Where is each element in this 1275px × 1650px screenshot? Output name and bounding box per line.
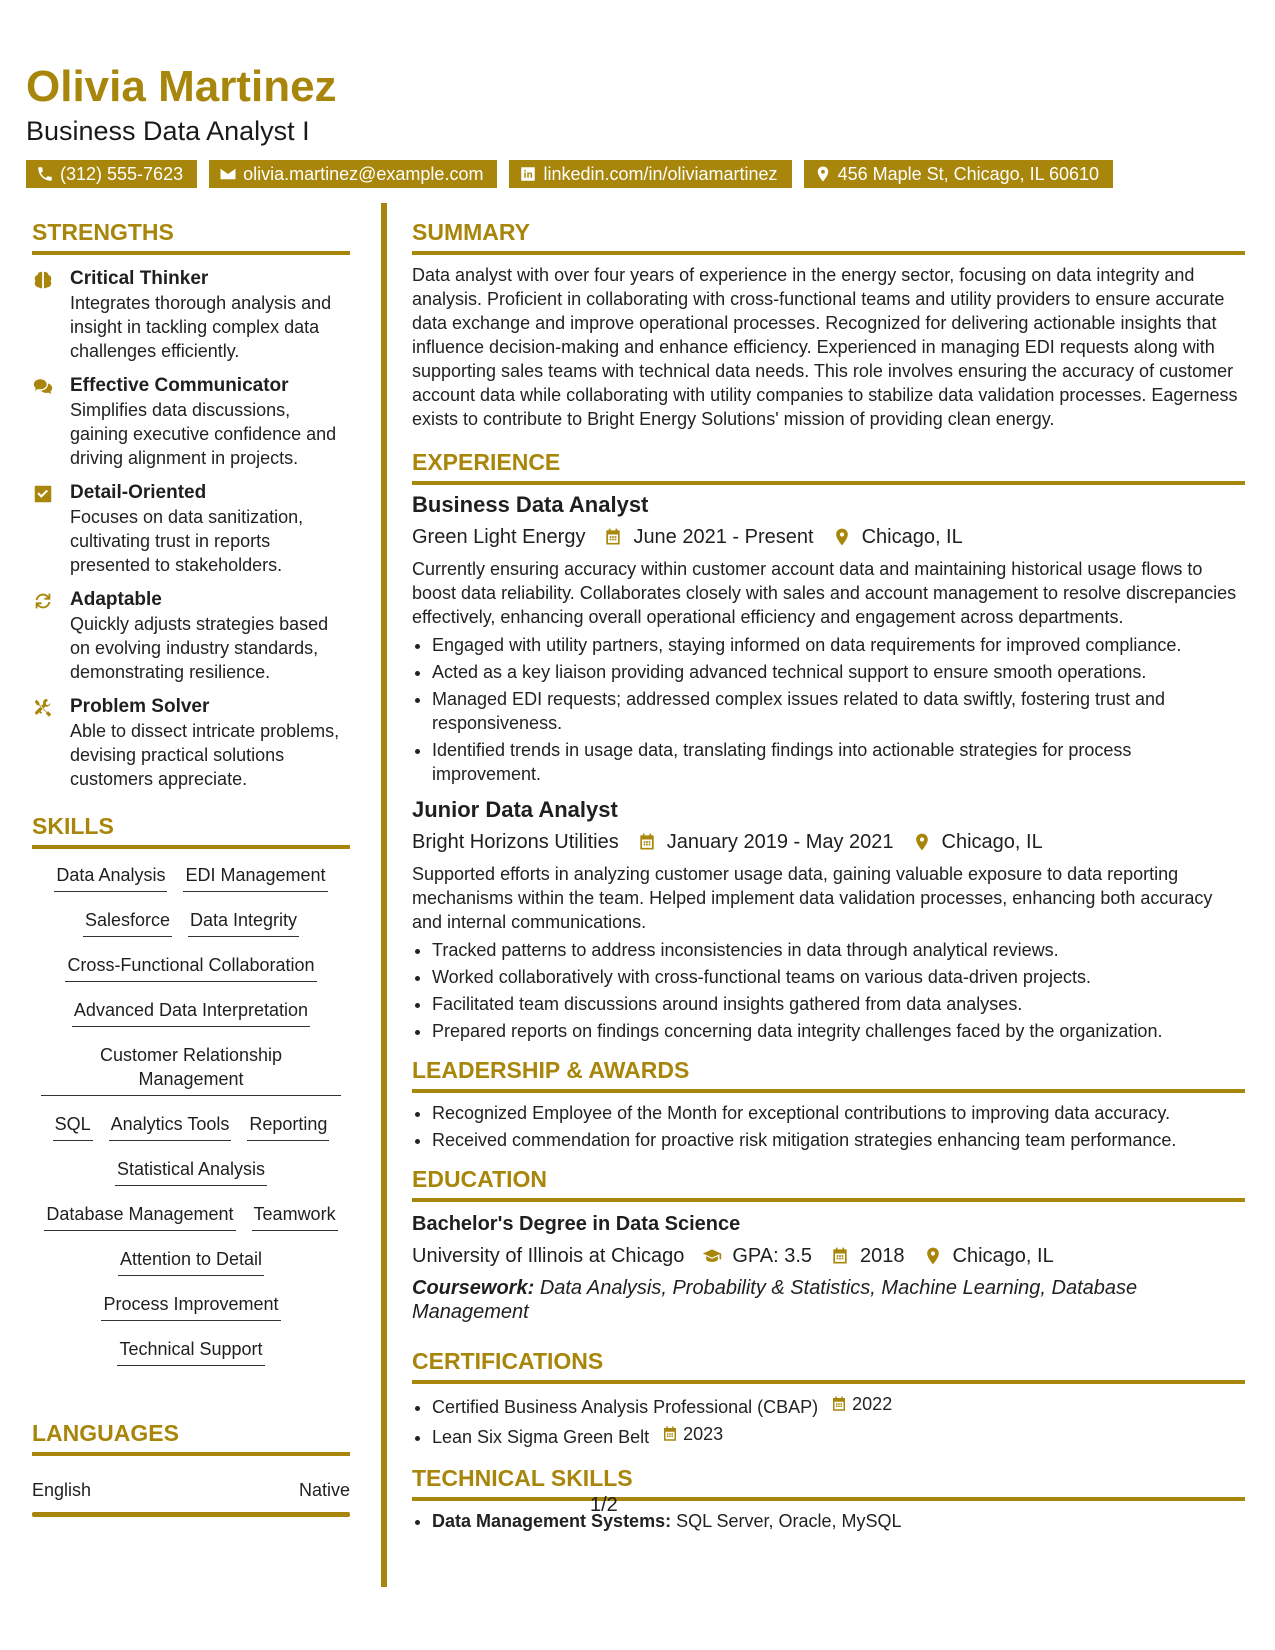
experience-section: [412, 447, 1245, 1043]
skill-tag: SQL: [53, 1112, 93, 1141]
skill-tag: EDI Management: [183, 863, 327, 892]
skill-tag: Technical Support: [117, 1337, 264, 1366]
strength-desc: Simplifies data discussions, gaining executive confidence and driving alignment in projects.: [70, 400, 337, 468]
contact-phone-text: (312) 555-7623: [60, 164, 184, 184]
job-bullet: • Acted as a key liaison providing advanced technical support to ensure smooth operations.: [432, 660, 1245, 684]
language-level-bar: [32, 1512, 350, 1517]
contact-linkedin[interactable]: [509, 160, 791, 188]
job-bullet: • Identified trends in usage data, translating findings into actionable strategies for process improvement.: [432, 738, 1245, 786]
education-meta: [412, 1242, 1245, 1270]
strengths-heading: STRENGTHS: [32, 219, 174, 245]
section-rule: [412, 251, 1245, 255]
job-bullets: [412, 633, 1245, 786]
skill-tag: Reporting: [247, 1112, 329, 1141]
phone-icon: [36, 165, 54, 183]
map-pin-icon: [912, 832, 932, 852]
certifications-heading: CERTIFICATIONS: [412, 1348, 604, 1374]
summary-section: [412, 217, 1245, 431]
job-bullets: [412, 938, 1245, 1043]
job-dates: January 2019 - May 2021: [666, 831, 894, 853]
certifications-list: [412, 1392, 1245, 1449]
job-location: Chicago, IL: [861, 526, 963, 548]
section-rule: [412, 481, 1245, 485]
technical-skills-heading: TECHNICAL SKILLS: [412, 1465, 633, 1491]
strength-title: Problem Solver: [70, 696, 210, 717]
resume-header: [26, 60, 1246, 188]
job-bullet: • Prepared reports on findings concerning data integrity challenges faced by the organization.: [432, 1019, 1245, 1043]
contact-bar: [26, 160, 1246, 188]
job-bullet: • Facilitated team discussions around insights gathered from data analyses.: [432, 992, 1245, 1016]
technical-skill-item: [432, 1509, 1245, 1533]
job-company: Bright Horizons Utilities: [412, 831, 619, 853]
education-section: [412, 1164, 1245, 1324]
candidate-name: Olivia Martinez: [26, 62, 337, 111]
contact-address[interactable]: [804, 160, 1114, 188]
job-description: Supported efforts in analyzing customer usage data, gaining valuable exposure to data reporting mechanisms within the team. Helped implement data validation processes, enhancing both accuracy and internal communications.: [412, 864, 1213, 932]
languages-heading: LANGUAGES: [32, 1420, 179, 1446]
section-rule: [412, 1198, 1245, 1202]
certification-name: Lean Six Sigma Green Belt: [432, 1427, 650, 1447]
certification-year: 2023: [683, 1424, 724, 1444]
skill-tag: Cross-Functional Collaboration: [65, 953, 316, 982]
page-number: 1/2: [590, 1494, 618, 1516]
strength-item: [32, 481, 350, 577]
section-rule: [32, 845, 350, 849]
strength-item: [32, 374, 350, 470]
summary-text: Data analyst with over four years of experience in the energy sector, focusing on data integrity and analysis. Proficient in collaborating with cross-functional teams and utility providers to ensure accurate data exchange and improve operational processes. Recognized for delivering actionable insights that influence decision-making and enhance efficiency. Experienced in managing EDI requests along with supporting sales teams with technical data needs. This role involves ensuring the accuracy of customer account data while collaborating with utility companies to stabilize data validation processes. Eagerness exists to contribute to Bright Energy Solutions' mission of providing clean energy.: [412, 265, 1238, 429]
section-rule: [412, 1380, 1245, 1384]
summary-heading: SUMMARY: [412, 219, 530, 245]
envelope-icon: [219, 165, 237, 183]
skill-tag: Statistical Analysis: [115, 1157, 267, 1186]
skill-tag: Salesforce: [83, 908, 172, 937]
school-name: University of Illinois at Chicago: [412, 1245, 685, 1267]
leadership-heading: LEADERSHIP & AWARDS: [412, 1057, 690, 1083]
section-rule: [32, 251, 350, 255]
job-meta: [412, 828, 1245, 856]
brain-icon: [32, 269, 54, 291]
map-pin-icon: [832, 527, 852, 547]
technical-skills-section: [412, 1463, 1245, 1533]
language-name: English: [32, 1480, 92, 1500]
school-location: Chicago, IL: [952, 1245, 1054, 1267]
certification-name: Certified Business Analysis Professional (CBAP): [432, 1397, 819, 1417]
contact-linkedin-text: linkedin.com/in/oliviamartinez: [543, 164, 778, 184]
skill-tag: Database Management: [44, 1202, 235, 1231]
certifications-section: [412, 1346, 1245, 1449]
strength-desc: Focuses on data sanitization, cultivating trust in reports presented to stakeholders.: [70, 507, 304, 575]
job-company: Green Light Energy: [412, 526, 586, 548]
strength-item: [32, 695, 350, 791]
experience-heading: EXPERIENCE: [412, 449, 561, 475]
job-meta: [412, 523, 1245, 551]
job-description: Currently ensuring accuracy within customer account data and maintaining historical usage flows to boost data reliability. Collaborates closely with sales and account management to resolve discrepancies effectively, enhancing overall operational efficiency and engagement across departments.: [412, 559, 1237, 627]
coursework: [412, 1276, 1245, 1324]
skills-section: [32, 811, 350, 1366]
tools-icon: [32, 697, 54, 719]
skill-tag: Process Improvement: [101, 1292, 280, 1321]
map-pin-icon: [923, 1246, 943, 1266]
right-column: [412, 217, 1245, 1536]
map-pin-icon: [814, 165, 832, 183]
language-row: [32, 1478, 350, 1502]
certification-item: [432, 1392, 1245, 1419]
section-rule: [32, 1452, 350, 1456]
strength-title: Adaptable: [70, 589, 162, 610]
strength-title: Detail-Oriented: [70, 482, 207, 503]
candidate-title: Business Data Analyst I: [26, 116, 310, 146]
strengths-section: [32, 217, 350, 791]
job-role: Business Data Analyst: [412, 492, 649, 517]
column-divider: [381, 203, 387, 1587]
leadership-bullets: [412, 1101, 1245, 1152]
strength-title: Critical Thinker: [70, 268, 209, 289]
award-bullet: • Received commendation for proactive risk mitigation strategies enhancing team performance.: [432, 1128, 1245, 1152]
calendar-icon: [830, 1395, 848, 1413]
graduation-year: 2018: [860, 1245, 905, 1267]
award-bullet: • Recognized Employee of the Month for exceptional contributions to improving data accuracy.: [432, 1101, 1245, 1125]
technical-skill-value: SQL Server, Oracle, MySQL: [676, 1511, 902, 1531]
skills-heading: SKILLS: [32, 813, 114, 839]
sync-icon: [32, 590, 54, 612]
strength-desc: Integrates thorough analysis and insight in tackling complex data challenges efficiently.: [70, 293, 332, 361]
job-bullet: • Engaged with utility partners, staying informed on data requirements for improved compliance.: [432, 633, 1245, 657]
section-rule: [412, 1497, 1245, 1501]
job-location: Chicago, IL: [941, 831, 1043, 853]
check-square-icon: [32, 483, 54, 505]
comments-icon: [32, 376, 54, 398]
coursework-list: Data Analysis, Probability & Statistics, Machine Learning, Database Management: [412, 1277, 1138, 1323]
job-role: Junior Data Analyst: [412, 797, 618, 822]
degree-title: Bachelor's Degree in Data Science: [412, 1213, 741, 1235]
linkedin-icon: [519, 165, 537, 183]
strength-desc: Quickly adjusts strategies based on evolving industry standards, demonstrating resilience.: [70, 614, 329, 682]
job-entry: [412, 491, 1245, 786]
job-bullet: • Tracked patterns to address inconsistencies in data through analytical reviews.: [432, 938, 1245, 962]
skill-tag: Data Analysis: [54, 863, 167, 892]
certification-item: [432, 1422, 1245, 1449]
skills-list: [32, 863, 350, 1366]
skill-tag: Teamwork: [252, 1202, 338, 1231]
skill-tag: Analytics Tools: [109, 1112, 232, 1141]
graduation-cap-icon: [702, 1246, 722, 1266]
language-level: Native: [298, 1480, 350, 1500]
contact-address-text: 456 Maple St, Chicago, IL 60610: [837, 164, 1100, 184]
calendar-icon: [603, 527, 623, 547]
certification-year: 2022: [852, 1394, 893, 1414]
job-bullet: • Worked collaboratively with cross-functional teams on various data-driven projects.: [432, 965, 1245, 989]
strength-title: Effective Communicator: [70, 375, 289, 396]
skill-tag: Customer Relationship Management: [41, 1043, 341, 1096]
contact-phone[interactable]: [26, 160, 197, 188]
strength-item: [32, 267, 350, 363]
strength-desc: Able to dissect intricate problems, devising practical solutions customers appreciate.: [70, 721, 340, 789]
job-dates: June 2021 - Present: [633, 526, 814, 548]
calendar-icon: [637, 832, 657, 852]
job-bullet: • Managed EDI requests; addressed complex issues related to data swiftly, fostering trust and responsiveness.: [432, 687, 1245, 735]
skill-tag: Attention to Detail: [118, 1247, 264, 1276]
strength-item: [32, 588, 350, 684]
section-rule: [412, 1089, 1245, 1093]
skill-tag: Advanced Data Interpretation: [72, 998, 310, 1027]
job-entry: [412, 796, 1245, 1043]
calendar-icon: [661, 1425, 679, 1443]
skill-tag: Data Integrity: [188, 908, 299, 937]
calendar-icon: [830, 1246, 850, 1266]
languages-section: [32, 1418, 350, 1517]
contact-email-text: olivia.martinez@example.com: [243, 164, 484, 184]
coursework-label: Coursework:: [412, 1277, 535, 1299]
left-column: [32, 217, 350, 1517]
leadership-section: [412, 1055, 1245, 1152]
gpa: GPA: 3.5: [732, 1245, 813, 1267]
technical-skill-label: Data Management Systems:: [432, 1511, 672, 1531]
education-heading: EDUCATION: [412, 1166, 548, 1192]
technical-skills-list: [412, 1509, 1245, 1533]
contact-email[interactable]: [209, 160, 497, 188]
